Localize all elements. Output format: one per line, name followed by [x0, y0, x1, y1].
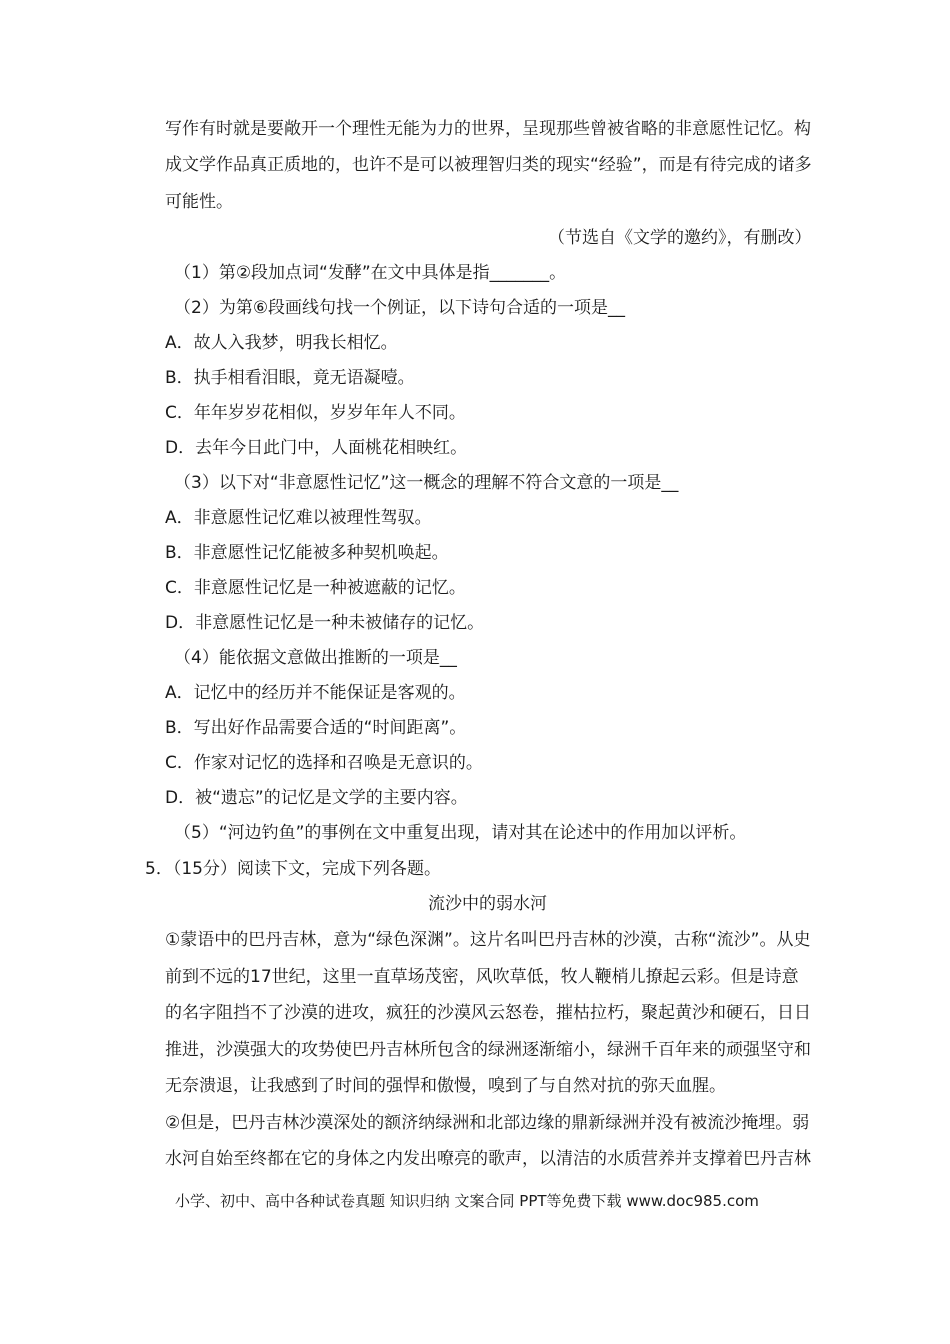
source-note: （节选自《文学的邀约》，有删改） [548, 228, 812, 248]
question-4-option-c: C．作家对记忆的选择和召唤是无意识的。 [165, 753, 483, 773]
question-2-option-b: B．执手相看泪眼，竟无语凝噎。 [165, 368, 415, 388]
footer-banner: 小学、初中、高中各种试卷真题 知识归纳 文案合同 PPT等免费下载 www.doc985.com [175, 1192, 759, 1210]
article-line-6: ②但是，巴丹吉林沙漠深处的额济纳绿洲和北部边缘的鼎新绿洲并没有被流沙掩埋。弱 [165, 1113, 810, 1133]
question-4-option-d: D．被“遗忘”的记忆是文学的主要内容。 [165, 788, 468, 808]
question-3-option-d: D．非意愿性记忆是一种未被储存的记忆。 [165, 613, 485, 633]
article-line-5: 无奈溃退，让我感到了时间的强悍和傲慢，嗅到了与自然对抗的弥天血腥。 [165, 1076, 726, 1096]
question-4-option-b: B．写出好作品需要合适的“时间距离”。 [165, 718, 467, 738]
question-3-option-c: C．非意愿性记忆是一种被遮蔽的记忆。 [165, 578, 466, 598]
question-4-option-a: A．记忆中的经历并不能保证是客观的。 [165, 683, 466, 703]
article-line-2: 前到不远的17世纪，这里一直草场茂密，风吹草低，牧人鞭梢儿撩起云彩。但是诗意 [165, 967, 799, 987]
passage-line-2: 成文学作品真正质地的，也许不是可以被理智归类的现实“经验”，而是有待完成的诸多 [165, 155, 812, 175]
question-5-heading: 5．（15分）阅读下文，完成下列各题。 [145, 859, 441, 879]
article-line-3: 的名字阻挡不了沙漠的进攻，疯狂的沙漠风云怒卷，摧枯拉朽，聚起黄沙和硬石，日日 [165, 1003, 811, 1023]
question-5-analysis: （5）“河边钓鱼”的事例在文中重复出现，请对其在论述中的作用加以评析。 [174, 823, 747, 843]
question-3-stem: （3）以下对“非意愿性记忆”这一概念的理解不符合文意的一项是__ [174, 473, 679, 493]
question-3-option-a: A．非意愿性记忆难以被理性驾驭。 [165, 508, 432, 528]
article-title: 流沙中的弱水河 [428, 894, 547, 914]
article-line-4: 推进，沙漠强大的攻势使巴丹吉林所包含的绿洲逐渐缩小，绿洲千百年来的顽强坚守和 [165, 1040, 811, 1060]
article-line-1: ①蒙语中的巴丹吉林，意为“绿色深渊”。这片名叫巴丹吉林的沙漠，古称“流沙”。从史 [165, 930, 811, 950]
question-3-option-b: B．非意愿性记忆能被多种契机唤起。 [165, 543, 449, 563]
article-line-7: 水河自始至终都在它的身体之内发出嘹亮的歌声，以清洁的水质营养并支撑着巴丹吉林 [165, 1149, 811, 1169]
passage-line-1: 写作有时就是要敞开一个理性无能为力的世界，呈现那些曾被省略的非意愿性记忆。构 [165, 119, 811, 139]
question-1: （1）第②段加点词“发酵”在文中具体是指_______。 [174, 263, 567, 283]
passage-line-3: 可能性。 [165, 192, 233, 212]
question-2-option-a: A．故人入我梦，明我长相忆。 [165, 333, 398, 353]
question-2-option-d: D．去年今日此门中，人面桃花相映红。 [165, 438, 468, 458]
question-2-option-c: C．年年岁岁花相似，岁岁年年人不同。 [165, 403, 466, 423]
question-2-stem: （2）为第⑥段画线句找一个例证，以下诗句合适的一项是__ [174, 298, 626, 318]
question-4-stem: （4）能依据文意做出推断的一项是__ [174, 648, 457, 668]
